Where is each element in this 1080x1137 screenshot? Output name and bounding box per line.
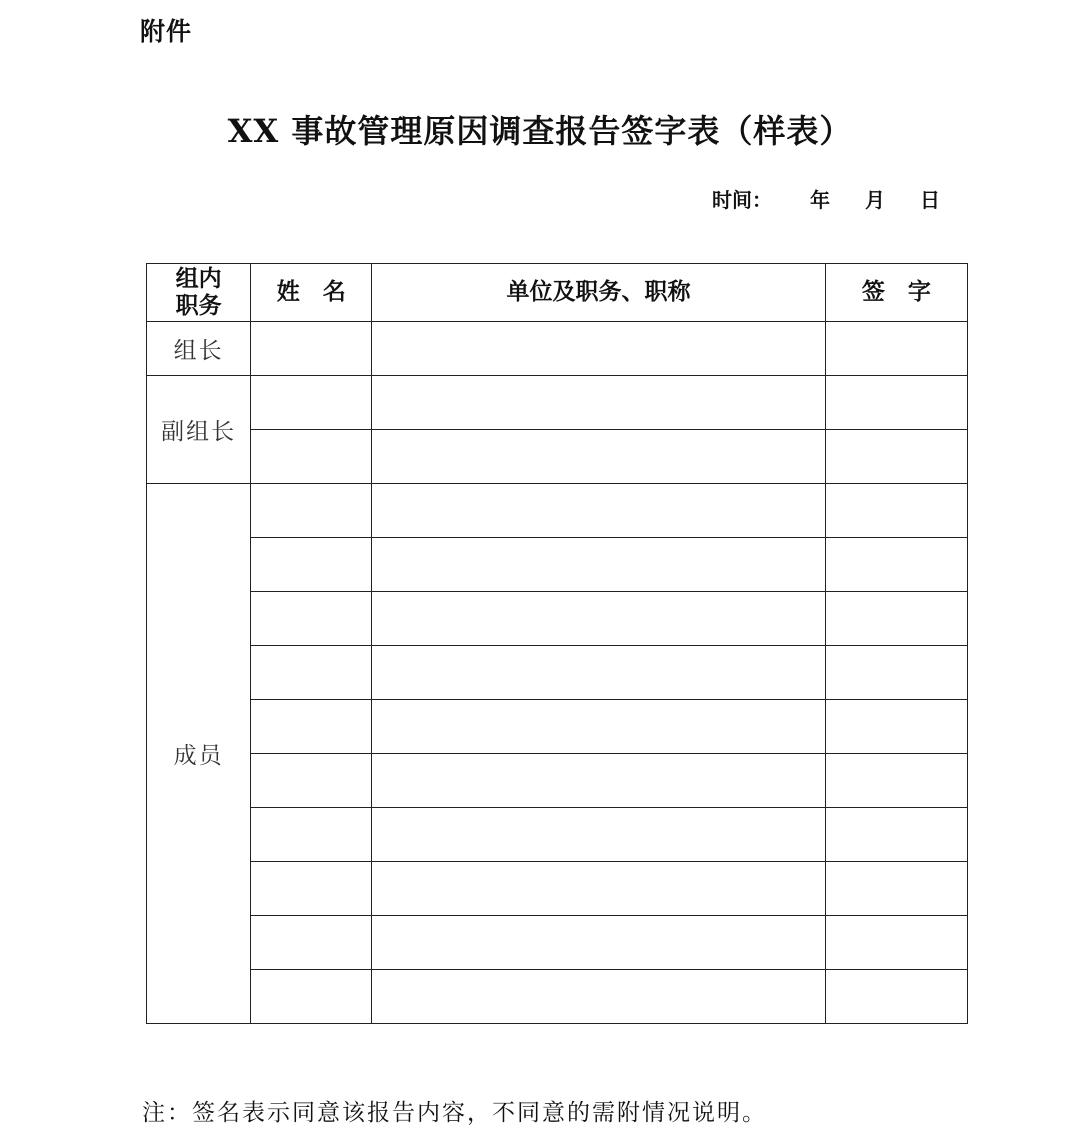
unit-cell[interactable]: [372, 430, 826, 484]
header-role-line: 职务: [175, 292, 222, 319]
name-cell[interactable]: [251, 916, 372, 970]
name-cell[interactable]: [251, 754, 372, 808]
sign-cell[interactable]: [825, 754, 967, 808]
date-month-label: 月: [865, 188, 885, 212]
unit-cell[interactable]: [372, 538, 826, 592]
unit-cell[interactable]: [372, 862, 826, 916]
header-name: 姓 名: [251, 264, 372, 322]
date-day-label: 日: [920, 188, 940, 212]
table-row-member: [147, 700, 968, 754]
table-row-member: [147, 862, 968, 916]
name-cell[interactable]: [251, 484, 372, 538]
sign-cell[interactable]: [825, 970, 967, 1024]
unit-cell[interactable]: [372, 322, 826, 376]
sign-cell[interactable]: [825, 376, 967, 430]
name-cell[interactable]: [251, 592, 372, 646]
name-cell[interactable]: [251, 538, 372, 592]
sign-cell[interactable]: [825, 808, 967, 862]
name-cell[interactable]: [251, 430, 372, 484]
table-header-row: [147, 264, 968, 322]
role-member: 成员: [147, 484, 251, 1024]
unit-cell[interactable]: [372, 592, 826, 646]
sign-cell[interactable]: [825, 322, 967, 376]
table-row-leader: [147, 322, 968, 376]
sign-cell[interactable]: [825, 700, 967, 754]
header-sign: 签 字: [825, 264, 967, 322]
unit-cell[interactable]: [372, 700, 826, 754]
footnote: 注：签名表示同意该报告内容，不同意的需附情况说明。: [142, 1100, 767, 1126]
sign-cell[interactable]: [825, 592, 967, 646]
date-line: [712, 184, 940, 213]
role-leader: 组长: [147, 322, 251, 376]
table-row-member: [147, 484, 968, 538]
table-row-member: [147, 916, 968, 970]
table-row-member: [147, 754, 968, 808]
sign-cell[interactable]: [825, 430, 967, 484]
name-cell[interactable]: [251, 970, 372, 1024]
unit-cell[interactable]: [372, 646, 826, 700]
document-title: XX 事故管理原因调查报告签字表（样表）: [227, 112, 853, 150]
table-row-deputy: [147, 430, 968, 484]
sign-cell[interactable]: [825, 916, 967, 970]
table-row-member: [147, 646, 968, 700]
date-year-label: 年: [810, 188, 830, 212]
name-cell[interactable]: [251, 376, 372, 430]
unit-cell[interactable]: [372, 970, 826, 1024]
table-row-member: [147, 970, 968, 1024]
sign-cell[interactable]: [825, 862, 967, 916]
attachment-label: 附件: [140, 17, 193, 46]
name-cell[interactable]: [251, 646, 372, 700]
name-cell[interactable]: [251, 808, 372, 862]
unit-cell[interactable]: [372, 376, 826, 430]
table-row-member: [147, 808, 968, 862]
table-row-deputy: [147, 376, 968, 430]
header-role-line: 组内: [175, 265, 222, 292]
signature-table: [146, 263, 968, 1024]
table-row-member: [147, 538, 968, 592]
unit-cell[interactable]: [372, 808, 826, 862]
role-deputy: 副组长: [147, 376, 251, 484]
sign-cell[interactable]: [825, 538, 967, 592]
header-unit: 单位及职务、职称: [372, 264, 826, 322]
unit-cell[interactable]: [372, 916, 826, 970]
sign-cell[interactable]: [825, 484, 967, 538]
name-cell[interactable]: [251, 862, 372, 916]
unit-cell[interactable]: [372, 754, 826, 808]
table-row-member: [147, 592, 968, 646]
header-role: [147, 264, 251, 322]
name-cell[interactable]: [251, 700, 372, 754]
sign-cell[interactable]: [825, 646, 967, 700]
unit-cell[interactable]: [372, 484, 826, 538]
name-cell[interactable]: [251, 322, 372, 376]
date-label: 时间：: [712, 188, 772, 212]
